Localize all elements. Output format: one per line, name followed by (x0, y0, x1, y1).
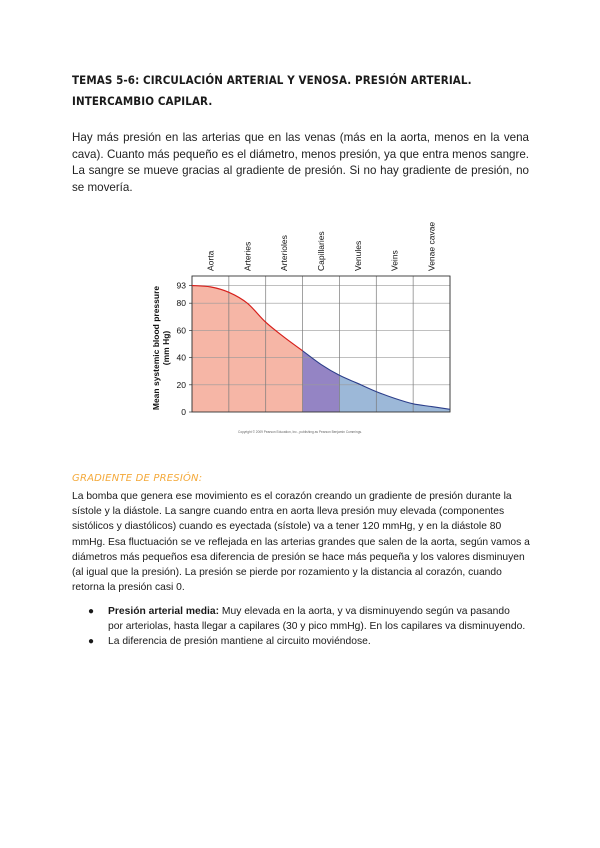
blood-pressure-figure (148, 200, 458, 440)
figure-credit: Copyright © 2009 Pearson Education, Inc., publishing as Pearson Benjamin Cummings. (238, 430, 362, 434)
bullet-text: Muy elevada en la aorta, y va disminuyendo según va pasando por arteriolas, hasta llegar a capilares (30 y pico mmHg). En los capilares va disminuyendo. (108, 606, 526, 633)
category-label: Aorta (205, 250, 216, 271)
y-tick-label: 93 (176, 280, 186, 291)
category-label: Venules (352, 240, 363, 271)
section-paragraph: La bomba que genera ese movimiento es el corazón creando un gradiente de presión durante la sístole y la diástole. La sangre cuando entra en aorta lleva presión muy elevada (componentes sistólicos y diastólicos) cuando es eyectada (sístole) va a tener 120 mmHg, y en la diástole 80 mmHg. Esa fluctuación se ve reflejada en las arterias grandes que salen de la aorta, según vamos a diámetros más pequeños esa diferencia de presión se hace más pequeña y los valores disminuyen (al igual que la presión). La presión se pierde por rozamiento y la distancia al corazón, cuando retorna la presión casi 0. (72, 491, 530, 594)
category-label: Veins (389, 250, 400, 271)
bullet-list (86, 604, 526, 650)
bullet-icon: ● (88, 606, 95, 617)
y-tick-label: 40 (176, 352, 186, 363)
y-axis-label-units: (mm Hg) (161, 330, 171, 366)
y-tick-label: 20 (176, 379, 186, 390)
bullet-item (86, 634, 526, 649)
y-tick-label: 60 (176, 325, 186, 336)
y-tick-label: 0 (181, 407, 186, 417)
bullet-text: La diferencia de presión mantiene al circuito moviéndose. (108, 636, 371, 648)
y-axis-label: Mean systemic blood pressure (151, 285, 161, 411)
y-tick-label: 80 (176, 298, 186, 309)
category-label: Arteries (242, 241, 253, 271)
page-title: TEMAS 5-6: CIRCULACIÓN ARTERIAL Y VENOSA. PRESIÓN ARTERIAL. INTERCAMBIO CAPILAR. (72, 73, 472, 108)
bullet-bold-label: Presión arterial media: (108, 606, 220, 617)
category-label: Venae cavae (426, 221, 437, 271)
category-label: Arterioles (279, 235, 290, 271)
bullet-icon: ● (88, 636, 95, 648)
section-heading: GRADIENTE DE PRESIÓN: (72, 473, 203, 484)
category-label: Capillaries (316, 231, 326, 271)
intro-paragraph: Hay más presión en las arterias que en las venas (más en la aorta, menos en la vena cava). Cuanto más pequeño es el diámetro, menos presión, ya que entra menos sangre. La sangre se mueve gracias al gradiente de presión. Si no hay gradiente de presión, no se movería. (72, 131, 529, 194)
bullet-item (86, 604, 526, 634)
blood-pressure-chart (148, 200, 458, 440)
